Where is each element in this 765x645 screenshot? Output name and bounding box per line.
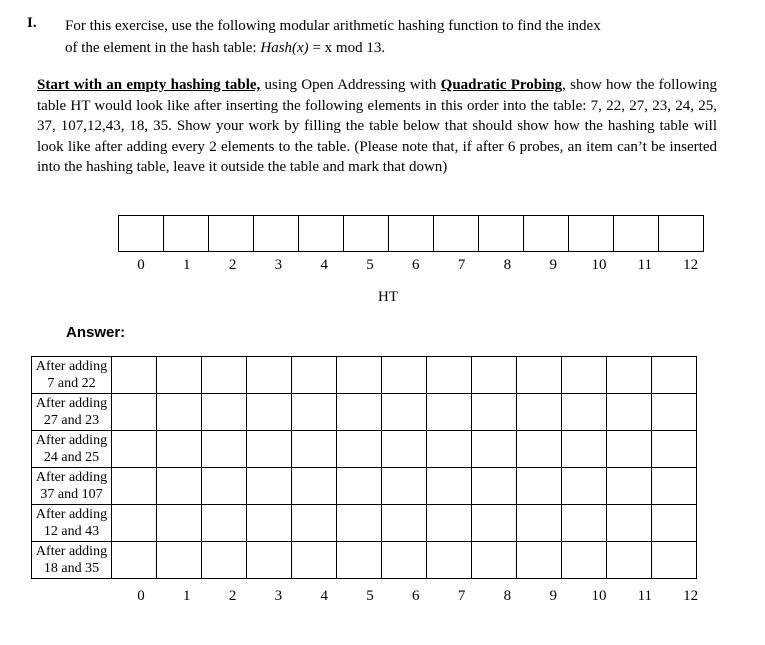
answer-cell[interactable] [292, 394, 337, 431]
hash-function: Hash(x) [260, 40, 309, 56]
answer-cell[interactable] [472, 357, 517, 394]
answer-cell[interactable] [472, 431, 517, 468]
index-label: 11 [637, 588, 653, 604]
answer-row-label [32, 357, 112, 394]
index-label: 12 [683, 257, 699, 273]
instructions-paragraph [37, 75, 717, 178]
answer-cell[interactable] [247, 468, 292, 505]
hash-table-cell[interactable] [164, 216, 209, 252]
index-label: 1 [183, 257, 191, 273]
index-label: 7 [457, 257, 466, 273]
answer-cell[interactable] [157, 431, 202, 468]
answer-cell[interactable] [382, 468, 427, 505]
answer-row-label [32, 394, 112, 431]
hash-table-cell[interactable] [479, 216, 524, 252]
index-label: 0 [137, 588, 145, 604]
answer-cell[interactable] [382, 357, 427, 394]
answer-cell[interactable] [112, 505, 157, 542]
intro-line1: For this exercise, use the following modular arithmetic hashing function to find the index [65, 18, 601, 34]
answer-cell[interactable] [382, 505, 427, 542]
answer-cell[interactable] [337, 431, 382, 468]
answer-row-label [32, 542, 112, 579]
answer-cell[interactable] [157, 505, 202, 542]
index-label: 3 [274, 257, 283, 273]
index-label: 1 [183, 588, 191, 604]
index-label: 12 [683, 588, 699, 604]
hash-table-cell[interactable] [119, 216, 164, 252]
instruction-bold-2: Quadratic Probing [440, 77, 563, 93]
answer-cell[interactable] [247, 394, 292, 431]
answer-cell[interactable] [202, 357, 247, 394]
answer-cell[interactable] [607, 357, 652, 394]
hash-table-cell[interactable] [209, 216, 254, 252]
answer-row [32, 505, 697, 542]
answer-cell[interactable] [562, 357, 607, 394]
answer-cell[interactable] [562, 468, 607, 505]
answer-cell[interactable] [517, 431, 562, 468]
answer-cell[interactable] [517, 542, 562, 579]
answer-cell[interactable] [337, 542, 382, 579]
answer-table-indices [118, 588, 718, 606]
answer-row-label-line2: 7 and 22 [47, 376, 96, 391]
answer-cell[interactable] [427, 394, 472, 431]
answer-row [32, 431, 697, 468]
instruction-text-1: using Open Addressing with [260, 77, 441, 93]
index-label: 7 [457, 588, 466, 604]
index-label: 4 [320, 588, 328, 604]
answer-cell[interactable] [652, 542, 697, 579]
answer-row-label-line2: 12 and 43 [43, 524, 100, 539]
answer-cell[interactable] [427, 357, 472, 394]
instruction-text-2: , show how the following table HT would look like after inserting the following elements in this order into the table: 7, 22, 27, 23, 24, 25, 37, 107,12,43, 18, 35. Show your work by filling the table below that should show how the hashing table will look like after adding every 2 elements to the table. (Please note that, if after 6 probes, an item can’t be inserted into the hashing table, leave it outside the table and mark that down) [37, 77, 717, 175]
answer-cell[interactable] [202, 468, 247, 505]
intro-line2 [65, 37, 755, 59]
answer-cell[interactable] [202, 431, 247, 468]
index-label: 2 [228, 588, 237, 604]
answer-cell[interactable] [607, 505, 652, 542]
answer-row-label [32, 431, 112, 468]
answer-cell[interactable] [157, 394, 202, 431]
answer-cell[interactable] [607, 394, 652, 431]
hash-function-rest: = x mod 13. [308, 40, 386, 56]
answer-cell[interactable] [202, 542, 247, 579]
answer-cell[interactable] [607, 542, 652, 579]
answer-cell[interactable] [652, 431, 697, 468]
hash-table-cell[interactable] [389, 216, 434, 252]
answer-cell[interactable] [247, 542, 292, 579]
answer-row-label-line1: After adding [35, 470, 108, 485]
index-label: 10 [591, 588, 607, 604]
index-label: 6 [412, 588, 420, 604]
answer-cell[interactable] [607, 431, 652, 468]
answer-cell[interactable] [517, 505, 562, 542]
answer-row [32, 394, 697, 431]
index-label: 8 [503, 588, 512, 604]
answer-cell[interactable] [292, 431, 337, 468]
answer-cell[interactable] [337, 505, 382, 542]
hash-table-cell[interactable] [254, 216, 299, 252]
answer-row-label-line2: 24 and 25 [43, 450, 100, 465]
answer-cell[interactable] [427, 431, 472, 468]
hash-table-cell[interactable] [614, 216, 659, 252]
index-label: 3 [274, 588, 283, 604]
answer-row-label-line1: After adding [35, 396, 108, 411]
answer-cell[interactable] [292, 357, 337, 394]
answer-cell[interactable] [247, 431, 292, 468]
answer-cell[interactable] [202, 505, 247, 542]
answer-row [32, 542, 697, 579]
answer-cell[interactable] [202, 394, 247, 431]
answer-table [31, 356, 697, 579]
instruction-bold-1: Start with an empty hashing table, [37, 77, 261, 93]
answer-cell[interactable] [112, 431, 157, 468]
answer-cell[interactable] [607, 468, 652, 505]
answer-cell[interactable] [652, 468, 697, 505]
answer-cell[interactable] [157, 542, 202, 579]
answer-row-label-line1: After adding [35, 359, 108, 374]
intro-line2-prefix: of the element in the hash table: [65, 40, 261, 56]
hash-table-indices [118, 257, 718, 275]
answer-cell[interactable] [382, 542, 427, 579]
answer-row-label [32, 468, 112, 505]
hash-table-cell[interactable] [299, 216, 344, 252]
answer-cell[interactable] [112, 394, 157, 431]
answer-row-label [32, 505, 112, 542]
hash-table-cell[interactable] [569, 216, 614, 252]
answer-cell[interactable] [652, 505, 697, 542]
answer-cell[interactable] [382, 431, 427, 468]
answer-cell[interactable] [157, 468, 202, 505]
answer-row-label-line2: 37 and 107 [40, 487, 103, 502]
answer-cell[interactable] [382, 394, 427, 431]
answer-cell[interactable] [337, 357, 382, 394]
answer-cell[interactable] [112, 468, 157, 505]
answer-cell[interactable] [652, 394, 697, 431]
answer-cell[interactable] [472, 505, 517, 542]
answer-row-label-line2: 27 and 23 [43, 413, 100, 428]
answer-cell[interactable] [247, 357, 292, 394]
index-label: 9 [549, 588, 557, 604]
hash-table-cell[interactable] [659, 216, 704, 252]
answer-cell[interactable] [562, 431, 607, 468]
answer-cell[interactable] [247, 505, 292, 542]
answer-cell[interactable] [517, 468, 562, 505]
answer-cell[interactable] [517, 394, 562, 431]
answer-cell[interactable] [427, 468, 472, 505]
index-label: 4 [320, 257, 328, 273]
answer-cell[interactable] [472, 394, 517, 431]
answer-row [32, 357, 697, 394]
hash-table-cell[interactable] [434, 216, 479, 252]
answer-cell[interactable] [427, 542, 472, 579]
answer-cell[interactable] [562, 542, 607, 579]
index-label: 2 [228, 257, 237, 273]
answer-row-label-line1: After adding [35, 433, 108, 448]
hash-table-label: HT [378, 289, 398, 305]
answer-cell[interactable] [112, 357, 157, 394]
answer-cell[interactable] [157, 357, 202, 394]
question-intro [65, 15, 755, 59]
answer-cell[interactable] [337, 468, 382, 505]
index-label: 10 [591, 257, 607, 273]
question-numeral: I. [27, 15, 37, 31]
index-label: 11 [637, 257, 653, 273]
answer-row-label-line1: After adding [35, 544, 108, 559]
answer-cell[interactable] [562, 394, 607, 431]
answer-cell[interactable] [337, 394, 382, 431]
index-label: 5 [366, 588, 374, 604]
index-label: 5 [366, 257, 374, 273]
index-label: 6 [412, 257, 420, 273]
answer-row-label-line1: After adding [35, 507, 108, 522]
hash-table-cell[interactable] [344, 216, 389, 252]
answer-cell[interactable] [517, 357, 562, 394]
answer-cell[interactable] [472, 542, 517, 579]
answer-cell[interactable] [292, 505, 337, 542]
index-label: 9 [549, 257, 557, 273]
hash-table-cell[interactable] [524, 216, 569, 252]
hash-table-row [119, 216, 704, 252]
answer-cell[interactable] [112, 542, 157, 579]
index-label: 8 [503, 257, 512, 273]
answer-heading: Answer: [66, 324, 126, 341]
answer-cell[interactable] [562, 505, 607, 542]
answer-cell[interactable] [292, 468, 337, 505]
answer-cell[interactable] [652, 357, 697, 394]
answer-cell[interactable] [427, 505, 472, 542]
answer-row [32, 468, 697, 505]
index-label: 0 [137, 257, 145, 273]
answer-row-label-line2: 18 and 35 [43, 561, 100, 576]
answer-cell[interactable] [292, 542, 337, 579]
answer-cell[interactable] [472, 468, 517, 505]
hash-table [118, 215, 704, 252]
